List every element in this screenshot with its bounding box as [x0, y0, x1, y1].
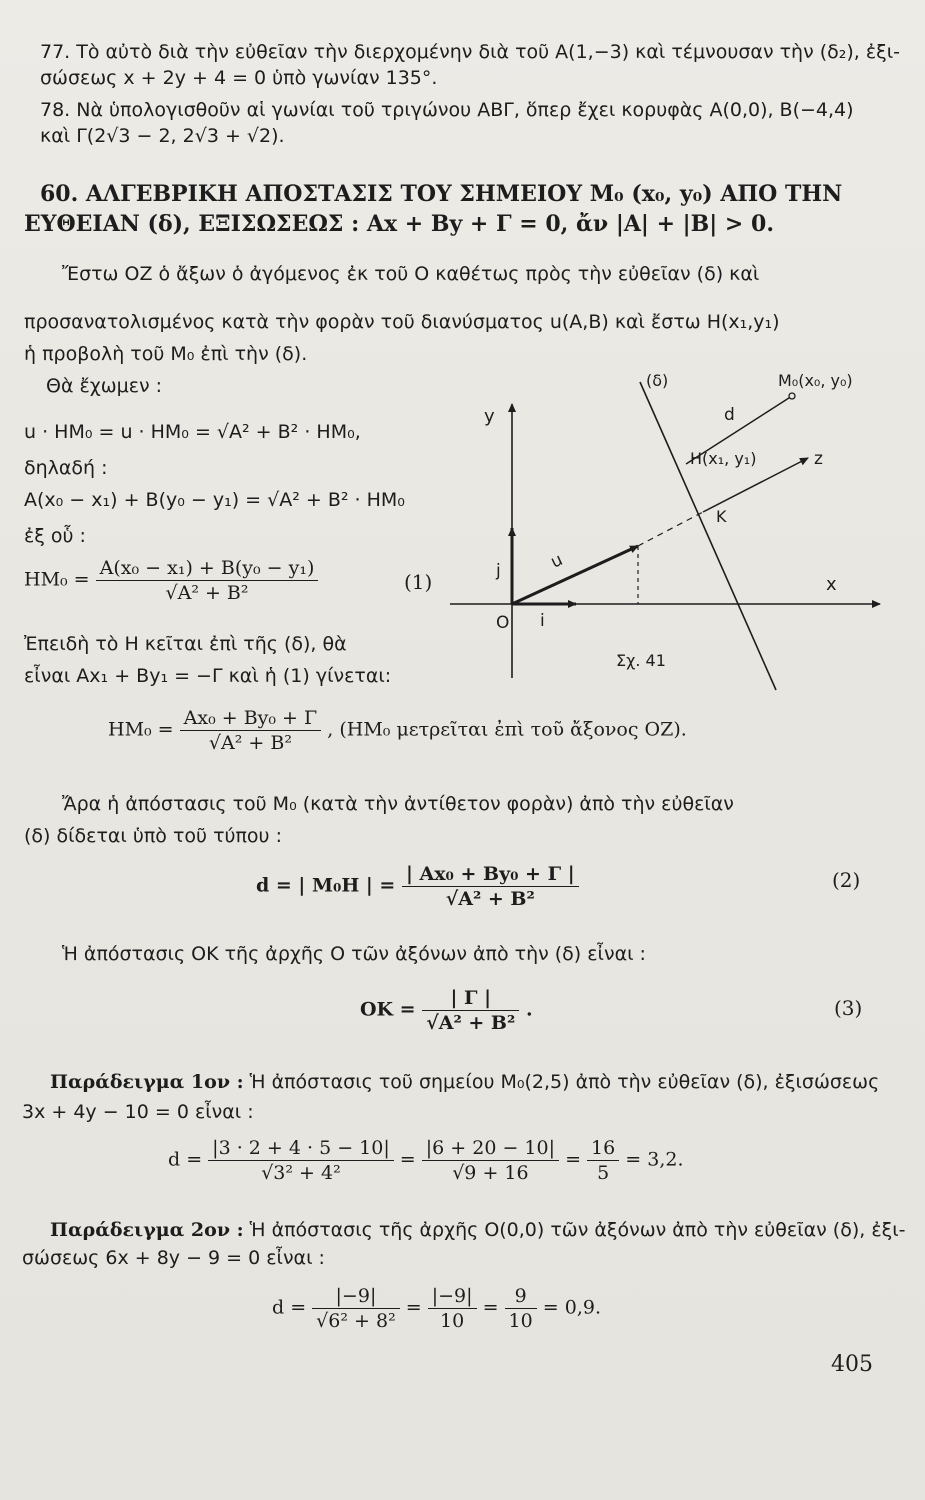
- tha-echomen: Θὰ ἔχωμεν :: [46, 375, 163, 397]
- example-2-line-2: σώσεως 6x + 8y − 9 = 0 εἶναι :: [22, 1247, 325, 1269]
- label-k: K: [716, 507, 727, 526]
- example-2-fraction-1-den: √6² + 8²: [316, 1310, 396, 1332]
- label-delta: (δ): [646, 371, 669, 390]
- ara-line-1: Ἄρα ἡ ἀπόστασις τοῦ M₀ (κατὰ τὴν ἀντίθετον φορὰν) ἀπὸ τὴν εὐθεῖαν: [62, 793, 734, 815]
- label-z: z: [814, 449, 823, 469]
- equation-3: [360, 986, 533, 1035]
- example-1-d: d =: [168, 1148, 203, 1171]
- equation-hm0-denominator: √A² + B²: [208, 732, 292, 754]
- example-1-fraction-3-num: 16: [587, 1136, 619, 1161]
- equation-dot-product: u · HM₀ = u · HM₀ = √A² + B² · HM₀,: [24, 421, 361, 443]
- example-1-fraction-3-den: 5: [597, 1162, 610, 1184]
- example-2-fraction-1: [312, 1284, 400, 1333]
- paragraph-line-2: προσανατολισμένος κατὰ τὴν φορὰν τοῦ διανύσματος u(A,B) καὶ ἔστω H(x₁,y₁): [24, 311, 780, 333]
- example-2-result: = 0,9.: [542, 1296, 601, 1319]
- equation-expansion: A(x₀ − x₁) + B(y₀ − y₁) = √A² + B² · HM₀: [24, 489, 405, 511]
- example-1-fraction-2-num: |6 + 20 − 10|: [422, 1136, 559, 1161]
- example-2-equals-2: =: [482, 1296, 499, 1319]
- example-1-fraction-1-den: √3² + 4²: [261, 1162, 341, 1184]
- equation-3-denominator: √A² + B²: [426, 1012, 516, 1034]
- page-number: 405: [831, 1352, 873, 1377]
- equation-1-lhs: HM₀ =: [24, 568, 90, 591]
- example-2-fraction-3-num: 9: [505, 1284, 537, 1309]
- diladi: δηλαδή :: [24, 457, 108, 479]
- example-1-fraction-1-num: |3 · 2 + 4 · 5 − 10|: [208, 1136, 394, 1161]
- equation-hm0: [108, 706, 687, 755]
- figure-41: [440, 360, 890, 700]
- section-title-line-1: 60. ΑΛΓΕΒΡΙΚΗ ΑΠΟΣΤΑΣΙΣ ΤΟΥ ΣΗΜΕΙΟΥ M₀ (x₀, y₀) ΑΠΟ ΤΗΝ: [40, 181, 843, 207]
- example-2-fraction-3: [505, 1284, 537, 1333]
- exercise-78-line-1: 78. Νὰ ὑπολογισθοῦν αἱ γωνίαι τοῦ τριγώνου ΑΒΓ, ὅπερ ἔχει κορυφὰς Α(0,0), Β(−4,4): [40, 99, 854, 121]
- label-d: d: [724, 405, 735, 425]
- example-1-label: Παράδειγμα 1ον :: [50, 1071, 244, 1093]
- equation-hm0-fraction: [180, 706, 322, 755]
- label-u: u: [547, 549, 566, 573]
- example-2-fraction-2: [428, 1284, 477, 1333]
- equation-3-dot: .: [525, 998, 533, 1021]
- exercise-78-line-2: καὶ Γ(2√3 − 2, 2√3 + √2).: [40, 125, 285, 147]
- line-delta: [640, 382, 776, 690]
- point-m0: [789, 393, 795, 399]
- label-m0: M₀(x₀, y₀): [778, 371, 853, 390]
- example-2-fraction-2-num: |−9|: [428, 1284, 477, 1309]
- exercise-77-line-1: 77. Τὸ αὐτὸ διὰ τὴν εὐθεῖαν τὴν διερχομένην διὰ τοῦ Α(1,−3) καὶ τέμνουσαν τὴν (δ₂), ἐξι-: [40, 41, 901, 63]
- example-1-equals: =: [399, 1148, 416, 1171]
- example-2-fraction-3-den: 10: [508, 1310, 533, 1332]
- label-i: i: [540, 611, 545, 631]
- equation-hm0-numerator: Ax₀ + By₀ + Γ: [180, 706, 322, 731]
- ex-ou: ἐξ οὗ :: [24, 525, 86, 547]
- example-2-equals: =: [405, 1296, 422, 1319]
- example-1-fraction-2-den: √9 + 16: [452, 1162, 529, 1184]
- exercise-77-line-2: σώσεως x + 2y + 4 = 0 ὑπὸ γωνίαν 135°.: [40, 67, 438, 89]
- label-o: O: [496, 613, 510, 633]
- equation-1-denominator: √A² + B²: [165, 582, 249, 604]
- equation-1-fraction: [96, 556, 319, 605]
- label-h: H(x₁, y₁): [690, 449, 757, 468]
- equation-2-lhs: d = | M₀H | =: [256, 874, 396, 897]
- example-1-computation: [168, 1136, 683, 1185]
- equation-2: [256, 862, 579, 911]
- equation-2-numerator: | Ax₀ + By₀ + Γ |: [402, 862, 579, 887]
- example-2-d: d =: [272, 1296, 307, 1319]
- equation-3-numerator: | Γ |: [422, 986, 519, 1011]
- example-2-label: Παράδειγμα 2ον :: [50, 1219, 244, 1241]
- epeidi-line-1: Ἐπειδὴ τὸ H κεῖται ἐπὶ τῆς (δ), θὰ: [24, 633, 347, 655]
- example-2-fraction-1-num: |−9|: [312, 1284, 400, 1309]
- example-2-text: Ἡ ἀπόστασις τῆς ἀρχῆς O(0,0) τῶν ἀξόνων ἀπὸ τὴν εὐθεῖαν (δ), ἐξι-: [243, 1219, 906, 1241]
- oz-axis-dashed: [638, 512, 703, 546]
- equation-2-denominator: √A² + B²: [445, 888, 535, 910]
- example-1-line-1: [50, 1070, 885, 1094]
- example-1-fraction-2: [422, 1136, 559, 1185]
- equation-3-lhs: OK =: [360, 998, 416, 1021]
- example-1-result: = 3,2.: [625, 1148, 684, 1171]
- ok-text: Ἡ ἀπόστασις OK τῆς ἀρχῆς O τῶν ἀξόνων ἀπὸ τὴν (δ) εἶναι :: [62, 943, 646, 965]
- paragraph-line-3: ἡ προβολὴ τοῦ M₀ ἐπὶ τὴν (δ).: [24, 343, 308, 365]
- equation-2-fraction: [402, 862, 579, 911]
- label-j: j: [496, 561, 501, 581]
- epeidi-line-2: εἶναι Ax₁ + By₁ = −Γ καὶ ἡ (1) γίνεται:: [24, 665, 392, 687]
- equation-1-numerator: A(x₀ − x₁) + B(y₀ − y₁): [96, 556, 319, 581]
- example-1-fraction-3: [587, 1136, 619, 1185]
- example-2-fraction-2-den: 10: [440, 1310, 465, 1332]
- label-x: x: [826, 574, 837, 595]
- section-title-line-2: ΕΥΘΕΙΑΝ (δ), ΕΞΙΣΩΣΕΩΣ : Ax + By + Γ = 0, ἄν |A| + |B| > 0.: [24, 211, 774, 237]
- example-1-fraction-1: [208, 1136, 394, 1185]
- equation-hm0-lhs: HM₀ =: [108, 718, 174, 741]
- equation-hm0-note: , (HM₀ μετρεῖται ἐπὶ τοῦ ἄξονος OZ).: [327, 718, 687, 741]
- ara-line-2: (δ) δίδεται ὑπὸ τοῦ τύπου :: [24, 825, 282, 847]
- example-1-line-2: 3x + 4y − 10 = 0 εἶναι :: [22, 1101, 254, 1123]
- equation-1-number: (1): [404, 570, 433, 594]
- equation-3-number: (3): [834, 996, 863, 1020]
- figure-caption: Σχ. 41: [616, 651, 666, 670]
- equation-1: [24, 556, 318, 605]
- equation-2-number: (2): [832, 868, 861, 892]
- paragraph-line-1: Ἔστω OZ ὁ ἄξων ὁ ἀγόμενος ἐκ τοῦ O καθέτως πρὸς τὴν εὐθεῖαν (δ) καὶ: [62, 263, 760, 285]
- example-2-computation: [272, 1284, 601, 1333]
- example-1-text: Ἡ ἀπόστασις τοῦ σημείου M₀(2,5) ἀπὸ τὴν εὐθεῖαν (δ), ἐξισώσεως: [243, 1071, 880, 1093]
- example-2-line-1: [50, 1218, 906, 1242]
- u-vector: [512, 546, 638, 604]
- label-y: y: [484, 406, 495, 427]
- equation-3-fraction: [422, 986, 519, 1035]
- example-1-equals-2: =: [565, 1148, 581, 1171]
